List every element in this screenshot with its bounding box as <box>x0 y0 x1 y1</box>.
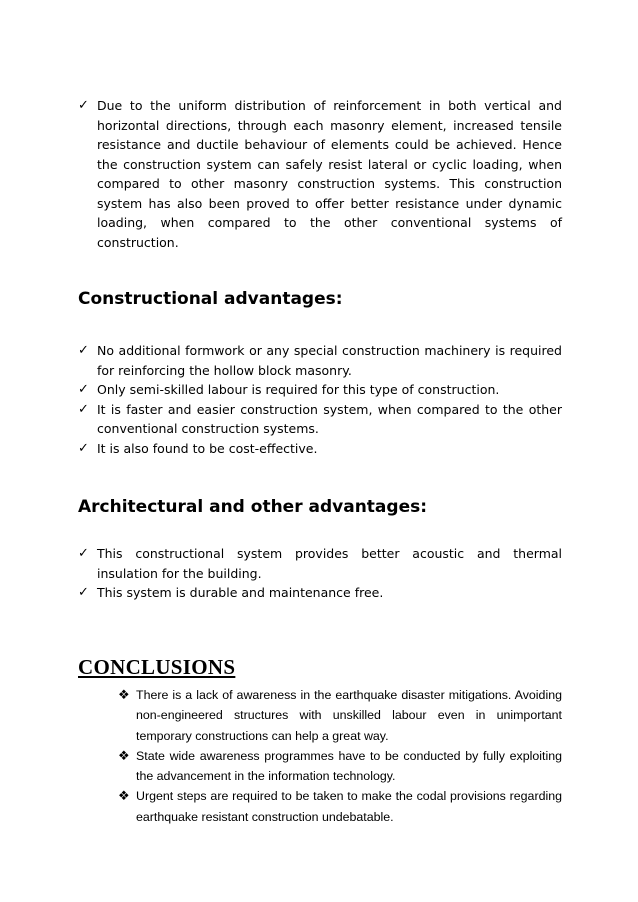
list-item-text: State wide awareness programmes have to be conducted by fully exploiting the advancement in the information technology. <box>136 748 562 784</box>
list-item <box>78 96 562 252</box>
diamond-bullet-icon: ❖ <box>118 687 130 702</box>
list-item <box>78 400 562 439</box>
constructional-advantages-heading: Constructional advantages: <box>78 289 343 309</box>
list-item-text: It is also found to be cost-effective. <box>97 440 318 456</box>
conclusions-heading: CONCLUSIONS <box>78 655 236 679</box>
checkmark-icon: ✓ <box>78 382 89 397</box>
diamond-bullet-icon: ❖ <box>118 788 130 804</box>
list-item-text: This system is durable and maintenance free. <box>97 585 384 600</box>
checkmark-icon: ✓ <box>78 546 89 561</box>
list-item-text: This constructional system provides better acoustic and thermal insulation for the building. <box>97 546 562 581</box>
list-item <box>78 380 562 400</box>
list-item-text: There is a lack of awareness in the earthquake disaster mitigations. Avoiding non-engineered structures with unskilled labour even in unimportant temporary constructions can help a great way. <box>136 688 562 743</box>
list-item-text: It is faster and easier construction system, when compared to the other conventional construction systems. <box>97 401 562 436</box>
list-item-text: Urgent steps are required to be taken to make the codal provisions regarding earthquake resistant construction undebatable. <box>136 789 562 824</box>
list-item-text: Due to the uniform distribution of reinforcement in both vertical and horizontal directions, through each masonry element, increased tensile resistance and ductile behaviour of elements could be achieved. Hence the construction system can safely resist lateral or cyclic loading, when compared to other masonry construction systems. This construction system has also been proved to offer better resistance under dynamic loading, when compared to the other conventional systems of construction. <box>97 98 562 250</box>
list-item <box>78 583 562 603</box>
checkmark-icon: ✓ <box>78 585 89 600</box>
list-item-text: Only semi-skilled labour is required for this type of construction. <box>97 382 500 397</box>
intro-list <box>78 96 562 252</box>
list-item <box>118 685 562 746</box>
conclusions-list <box>118 685 562 827</box>
checkmark-icon: ✓ <box>78 343 89 358</box>
list-item <box>118 746 562 787</box>
checkmark-icon: ✓ <box>78 440 89 456</box>
list-item-text: No additional formwork or any special construction machinery is required for reinforcing the hollow block masonry. <box>97 343 562 378</box>
architectural-advantages-list <box>78 544 562 603</box>
list-item <box>78 439 562 459</box>
list-item <box>118 786 562 827</box>
constructional-advantages-list <box>78 341 562 458</box>
diamond-bullet-icon: ❖ <box>118 747 130 763</box>
checkmark-icon: ✓ <box>78 401 89 417</box>
list-item <box>78 341 562 380</box>
architectural-advantages-heading: Architectural and other advantages: <box>78 497 428 517</box>
list-item <box>78 544 562 583</box>
checkmark-icon: ✓ <box>78 98 89 113</box>
